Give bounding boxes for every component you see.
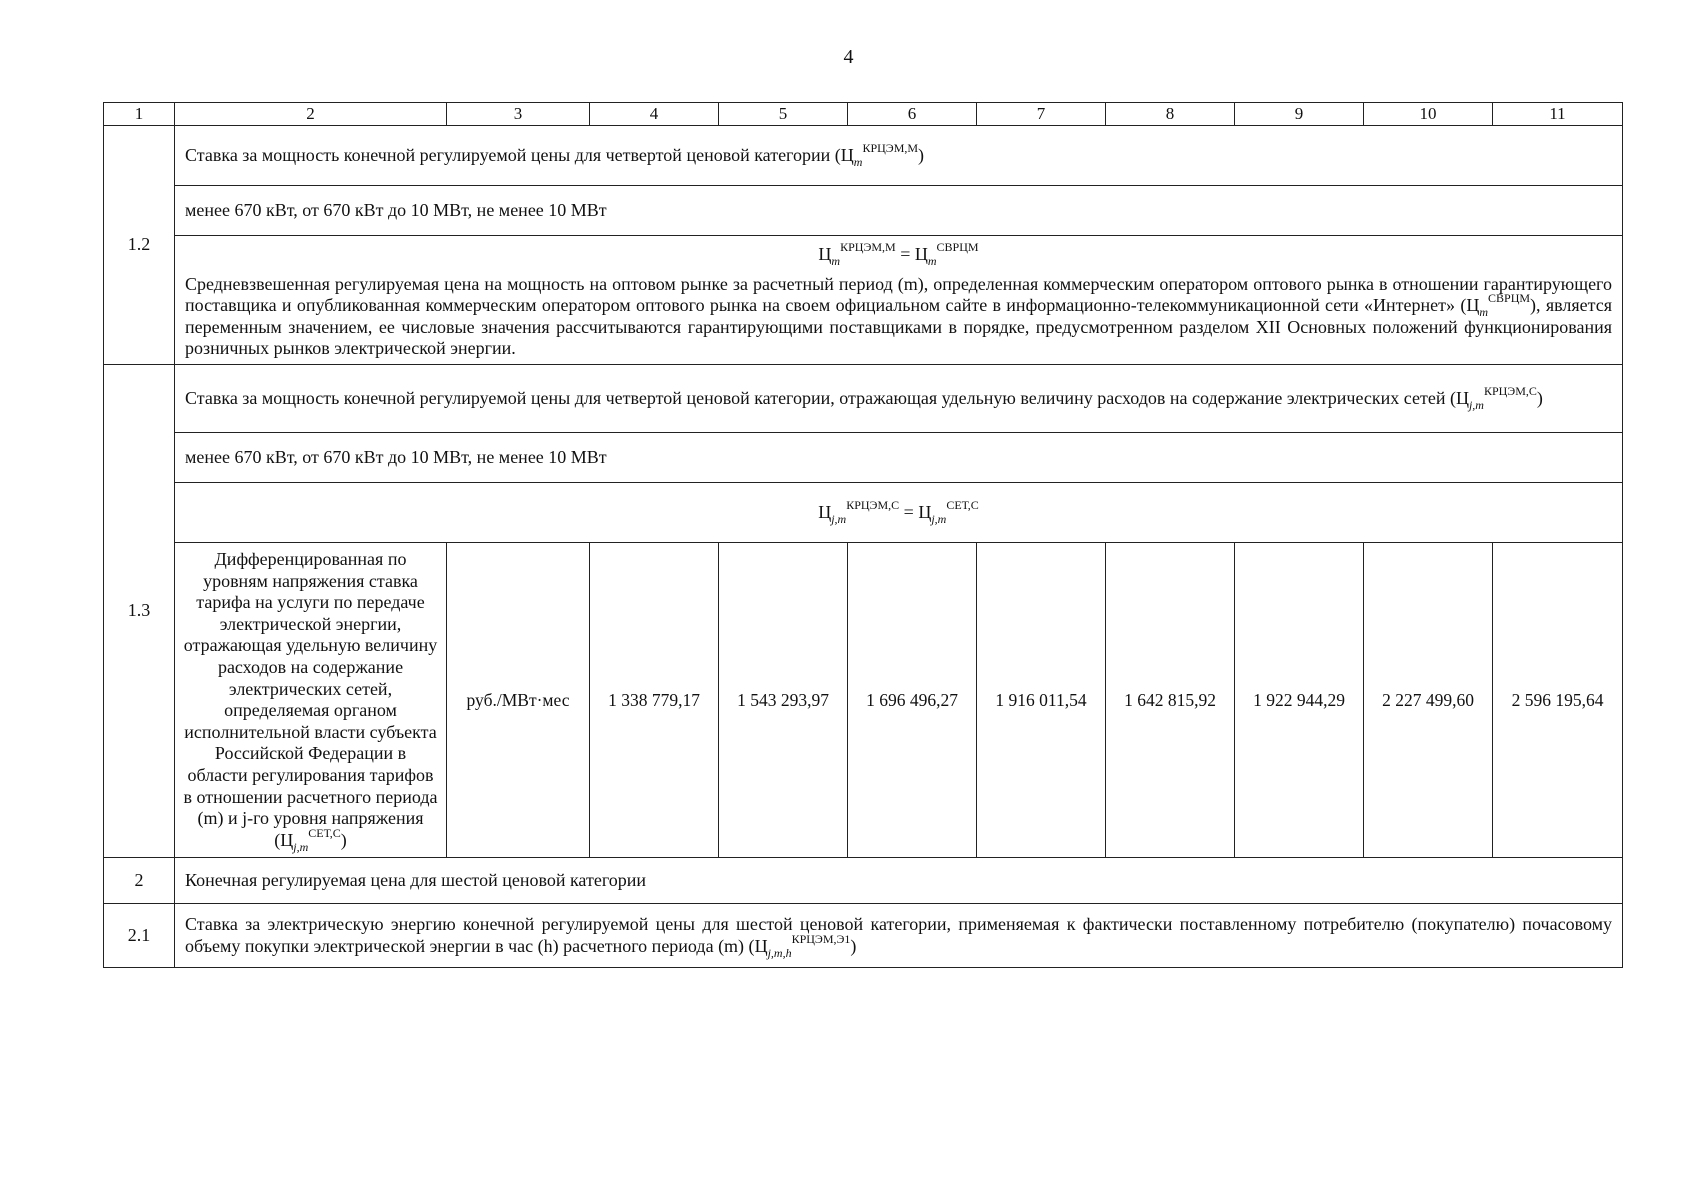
value-cell-col-10: 2 227 499,60 <box>1364 542 1493 857</box>
formula-superscript: СВРЦМ <box>1488 291 1531 306</box>
closing-paren: ) <box>918 144 925 165</box>
col-header-2: 2 <box>175 103 447 126</box>
closing-paren: ) <box>850 935 857 956</box>
col-header-11: 11 <box>1493 103 1623 126</box>
formula-subscript: j,m <box>293 839 309 854</box>
formula-superscript: КРЦЭМ,М <box>862 140 919 155</box>
value-cell-col-4: 1 338 779,17 <box>590 542 719 857</box>
section-1-3-title <box>175 364 1623 432</box>
unit-cell: руб./МВт·мес <box>447 542 590 857</box>
formula-subscript: j,m <box>931 511 947 526</box>
col-header-7: 7 <box>977 103 1106 126</box>
formula-symbol: Ц <box>1455 387 1469 408</box>
col-header-4: 4 <box>590 103 719 126</box>
formula-subscript: j,m <box>1468 397 1484 412</box>
section-1-3-power-row <box>104 432 1623 482</box>
formula-superscript: КРЦЭМ,С <box>1483 383 1537 398</box>
col-header-10: 10 <box>1364 103 1493 126</box>
section-number-1-2: 1.2 <box>104 126 175 365</box>
section-1-2-power-ranges: менее 670 кВт, от 670 кВт до 10 МВт, не менее 10 МВт <box>175 186 1623 236</box>
equals-sign: = <box>900 244 911 264</box>
formula-superscript: СЕТ,С <box>308 825 341 840</box>
col-header-8: 8 <box>1106 103 1235 126</box>
formula-symbol: Ц <box>914 244 928 264</box>
closing-paren: ) <box>1536 387 1543 408</box>
section-1-3-title-row <box>104 364 1623 432</box>
value-cell-col-7: 1 916 011,54 <box>977 542 1106 857</box>
section-1-2-formula <box>185 240 1612 268</box>
col-header-1: 1 <box>104 103 175 126</box>
value-cell-col-6: 1 696 496,27 <box>848 542 977 857</box>
formula-superscript: СЕТ,С <box>946 497 979 512</box>
formula-subscript: m <box>831 254 841 268</box>
section-1-2-description <box>185 274 1612 360</box>
value-cell-col-5: 1 543 293,97 <box>719 542 848 857</box>
value-cell-col-8: 1 642 815,92 <box>1106 542 1235 857</box>
formula-symbol: Ц <box>818 501 832 522</box>
section-1-2-description-text-b: ), является переменным значением, ее числовые значения рассчитываются гарантирующими поставщиками в порядке, предусмотренном разделом XII Основных положений функционирования розничных рынков электрической энергии. <box>185 295 1612 359</box>
col-header-3: 3 <box>447 103 590 126</box>
formula-subscript: m <box>1479 305 1489 320</box>
section-2-1-row <box>104 904 1623 968</box>
col-header-6: 6 <box>848 103 977 126</box>
section-2-row <box>104 858 1623 904</box>
formula-symbol: Ц <box>754 935 768 956</box>
formula-symbol: Ц <box>1466 295 1480 316</box>
formula-superscript: СВРЦМ <box>936 240 979 254</box>
section-1-3-formula <box>175 482 1623 542</box>
formula-subscript: m <box>927 254 937 268</box>
formula-superscript: КРЦЭМ,Э1 <box>791 931 851 946</box>
value-cell-col-11: 2 596 195,64 <box>1493 542 1623 857</box>
formula-symbol: Ц <box>840 144 854 165</box>
section-1-3-power-ranges: менее 670 кВт, от 670 кВт до 10 МВт, не менее 10 МВт <box>175 432 1623 482</box>
value-cell-col-9: 1 922 944,29 <box>1235 542 1364 857</box>
section-1-3-formula-row <box>104 482 1623 542</box>
formula-subscript: m <box>853 154 863 169</box>
col-header-5: 5 <box>719 103 848 126</box>
equals-sign: = <box>903 501 914 522</box>
section-1-2-formula-row <box>104 236 1623 365</box>
section-1-3-row-description <box>175 542 447 857</box>
formula-superscript: КРЦЭМ,С <box>846 497 900 512</box>
page-number: 4 <box>843 46 854 68</box>
section-1-2-title-row <box>104 126 1623 186</box>
section-1-2-formula-cell <box>175 236 1623 365</box>
section-2-1-title-text: Ставка за электрическую энергию конечной регулируемой цены для шестой ценовой категории, применяемая к фактически поставленному потребителю (покупателю) почасовому объему покупки электрической энергии в час (h) расчетного периода (m) ( <box>185 914 1612 956</box>
formula-symbol: Ц <box>818 244 832 264</box>
section-1-2-description-text-a: Средневзвешенная регулируемая цена на мощность на оптовом рынке за расчетный период (m), определенная коммерческим оператором оптового рынка в отношении гарантирующего поставщика и опубликованная коммерческим оператором оптового рынка на своем официальном сайте в информационно-телекоммуникационной сети «Интернет» ( <box>185 273 1612 316</box>
header-row <box>104 103 1623 126</box>
section-number-2-1: 2.1 <box>104 904 175 968</box>
formula-subscript: j,m,h <box>767 945 792 960</box>
row-description-text: Дифференцированная по уровням напряжения ставка тарифа на услуги по передаче электрической энергии, отражающая удельную величину расходов на содержание электрических сетей, определяемая органом исполнительной власти субъекта Российской Федерации в области регулирования тарифов в отношении расчетного периода (m) и j-го уровня напряжения ( <box>183 548 438 850</box>
section-number-1-3: 1.3 <box>104 364 175 857</box>
formula-symbol: Ц <box>280 829 294 850</box>
closing-paren: ) <box>340 829 347 850</box>
section-1-3-title-text: Ставка за мощность конечной регулируемой цены для четвертой ценовой категории, отражающая удельную величину расходов на содержание электрических сетей ( <box>185 387 1456 408</box>
formula-superscript: КРЦЭМ,М <box>840 240 896 254</box>
section-2-title: Конечная регулируемая цена для шестой ценовой категории <box>175 858 1623 904</box>
section-1-2-title <box>175 126 1623 186</box>
col-header-9: 9 <box>1235 103 1364 126</box>
section-2-1-title <box>175 904 1623 968</box>
section-number-2: 2 <box>104 858 175 904</box>
tariff-table <box>103 102 1623 968</box>
section-1-2-power-row <box>104 186 1623 236</box>
formula-symbol: Ц <box>918 501 932 522</box>
formula-subscript: j,m <box>831 511 847 526</box>
section-1-3-data-row <box>104 542 1623 857</box>
section-1-2-title-text: Ставка за мощность конечной регулируемой цены для четвертой ценовой категории ( <box>185 144 841 165</box>
